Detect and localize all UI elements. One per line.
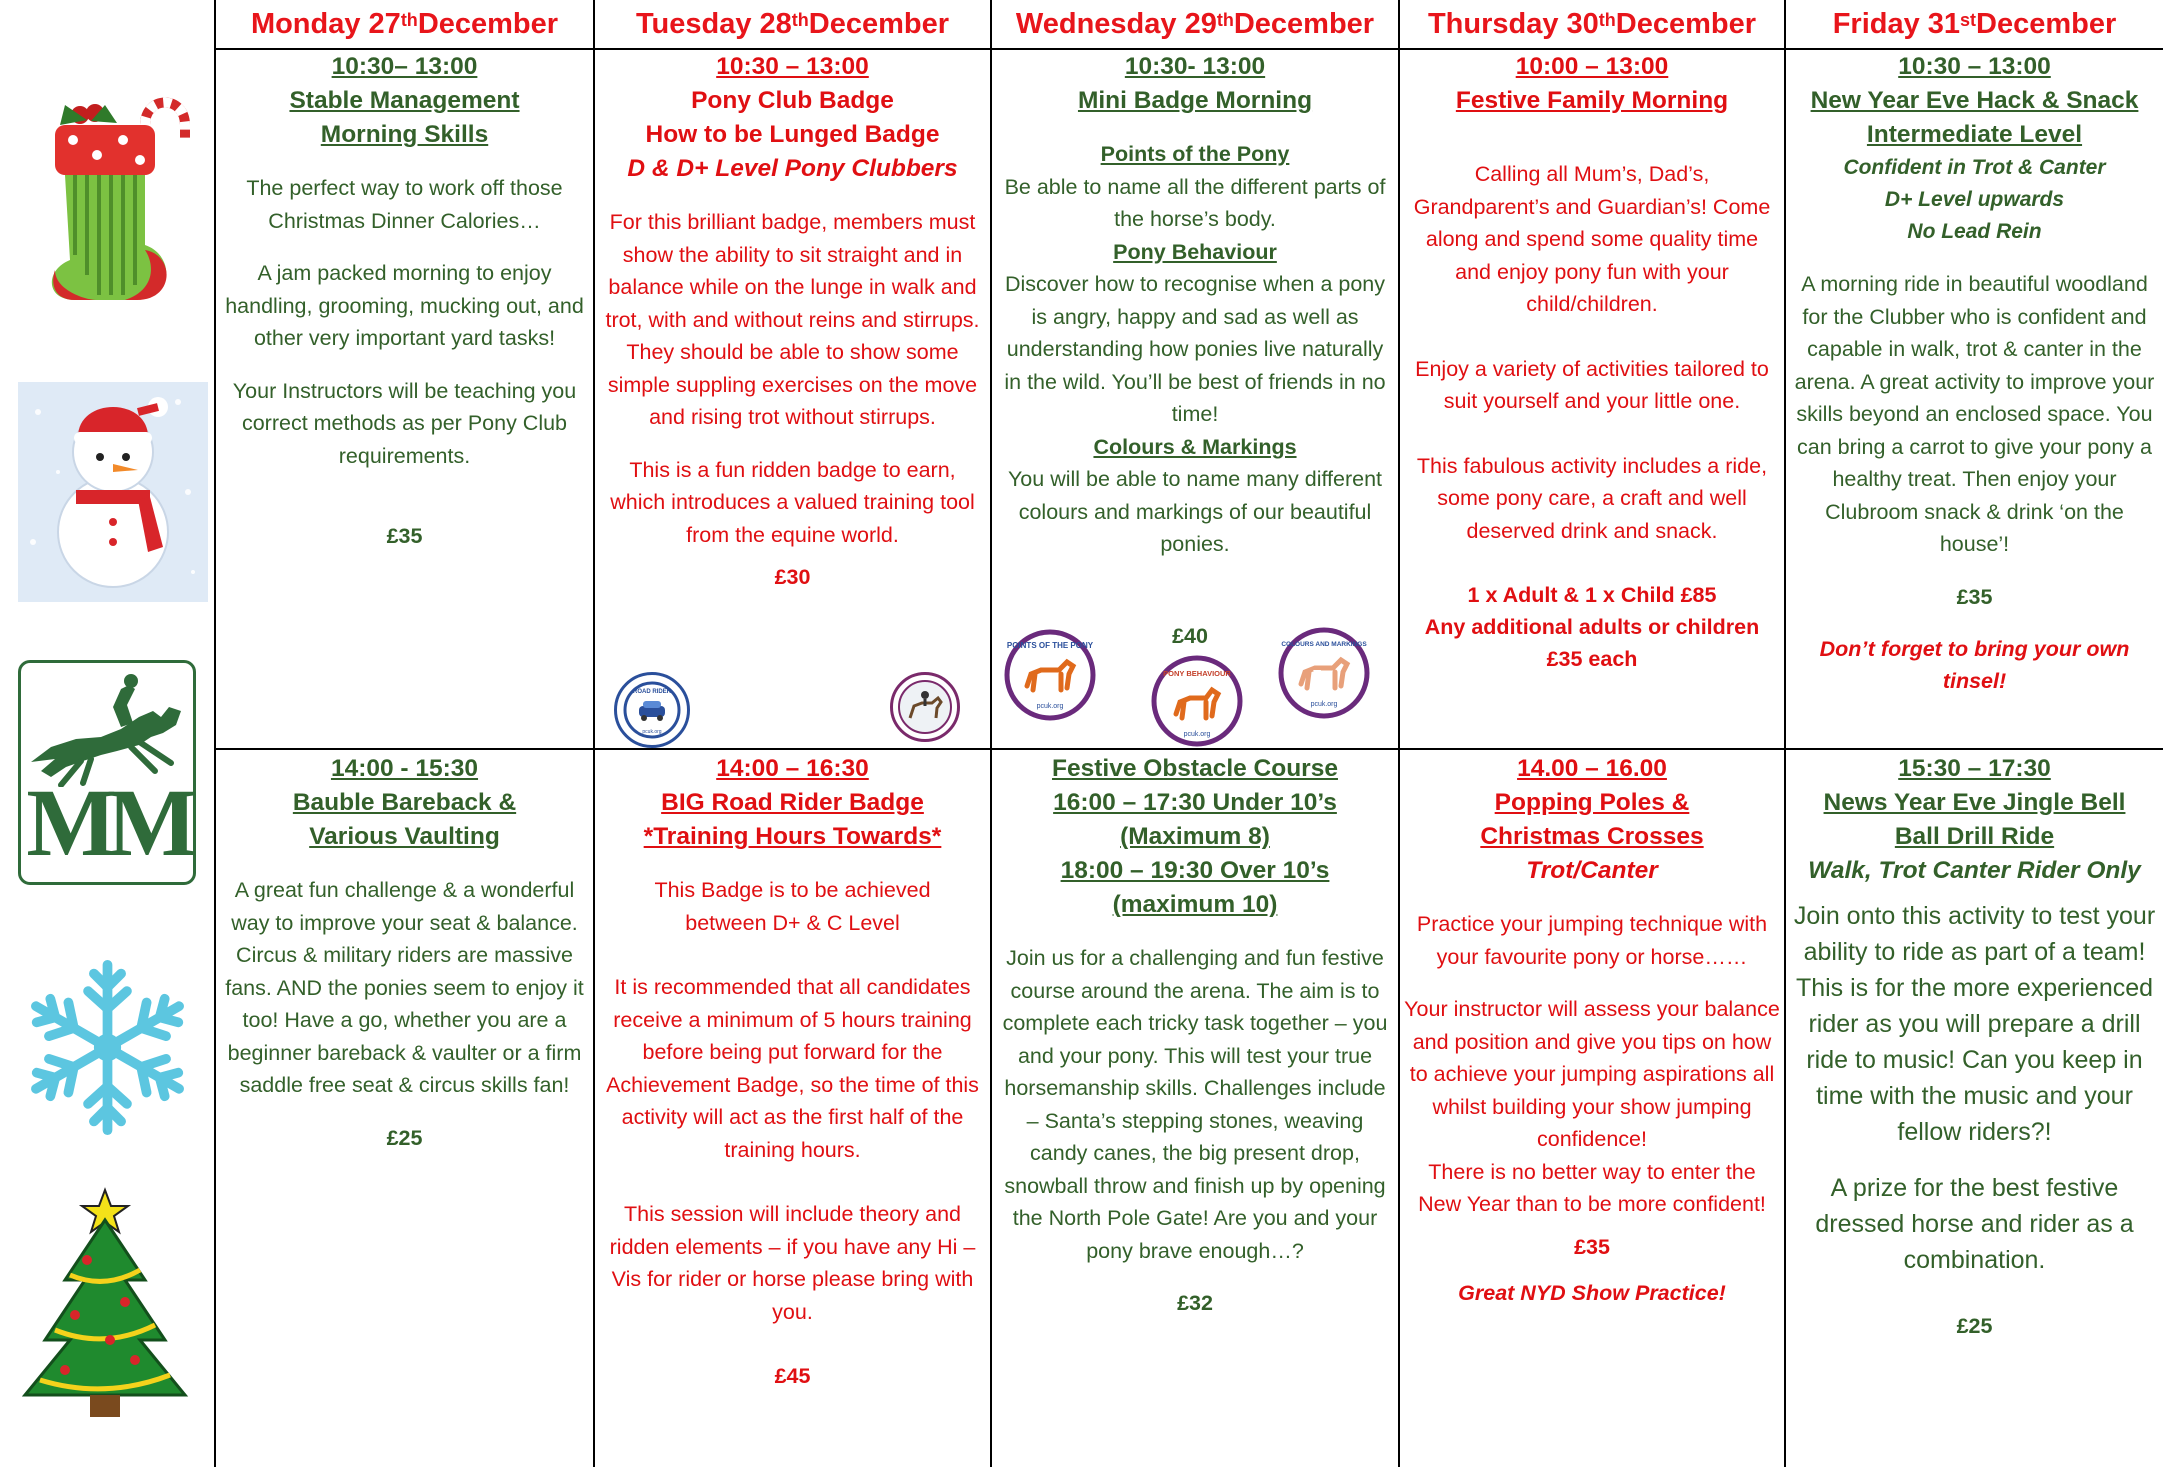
topic-heading: Colours & Markings [1093,434,1297,459]
session-title: Pony Club Badge [691,87,894,114]
session-title: Ball Drill Ride [1894,823,2055,850]
topic-description: You will be able to name many different colours and markings of our beautiful ponies. [1007,467,1383,556]
session-description: A morning ride in beautiful woodland for the Clubber who is confident and capable in walk, trot & canter in the arena. A great activity to improve your skills beyond an enclosed space. You can bring a carrot to give your pony a healthy treat. Then enjoy your Clubroom snack & drink ‘on the house’! [1794,272,2155,556]
session-title: Intermediate Level [1866,121,2083,148]
svg-text:pcuk.org: pcuk.org [1183,731,1211,738]
session-price: £45 [774,1364,811,1388]
session-price: £35 [1574,1234,1610,1259]
svg-text:PONY BEHAVIOUR: PONY BEHAVIOUR [1163,669,1231,678]
session-price: £30 [774,565,811,589]
session-time: 16:00 – 17:30 Under 10’s [1053,789,1337,816]
session-title: Mini Badge Morning [1077,87,1313,114]
monday-afternoon-session [216,752,593,1467]
session-description: The perfect way to work off those Christmas Dinner Calories… [246,176,563,233]
session-title: New Year Eve Hack & Snack [1810,87,2139,114]
session-price: Any additional adults or children [1424,615,1760,639]
session-level: D & D+ Level Pony Clubbers [627,155,958,182]
session-time: 18:00 – 19:30 Over 10’s [1060,857,1330,884]
colours-and-markings-badge-icon [1277,626,1371,720]
pony-behaviour-badge-icon [1150,654,1244,748]
session-level: Walk, Trot Canter Rider Only [1808,857,2141,884]
header-thursday: Thursday 30 $^{th}$ December [1427,7,1757,40]
snowflake-icon [20,950,195,1145]
session-description: Your instructor will assess your balance and position and give you tips on how to achieve your jumping aspirations all whilst building your show jumping confidence! [1404,997,1780,1151]
session-note: Don’t forget to bring your own tinsel! [1819,636,2130,693]
session-time: 10:30- 13:00 [1124,53,1266,80]
session-title: Morning Skills [320,121,489,148]
session-description: Join onto this activity to test your ability to ride as part of a team! This is for the more experienced rider as you will prepare a drill ride to music! Can you keep in time with the music and your fellow riders?! [1793,902,2156,1146]
session-title: Stable Management [289,87,520,114]
session-description: It is recommended that all candidates receive a minimum of 5 hours training before being put forward for the Achievement Badge, so the time of this activity will act as the first half of the training hours. [606,975,979,1162]
lunge-badge-icon [890,672,960,742]
session-title: Bauble Bareback & [292,789,517,816]
header-wednesday: Wednesday 29 $^{th}$ December [1015,7,1375,40]
session-capacity: (Maximum 8) [1120,823,1270,850]
session-description: This Badge is to be achieved between D+ & C Level [654,878,931,935]
session-description: Join us for a challenging and fun festive course around the arena. The aim is to complete each tricky task together – you and your pony. This will test your true horsemanship skills. Challenges include – Santa’s stepping stones, weaving candy canes, the big present drop, snowball throw and finish up by opening the North Pole Gate! Are you and your pony brave enough…? [1002,946,1388,1263]
session-time: 15:30 – 17:30 [1898,755,2051,782]
badge-label: ROAD RIDER [632,689,672,695]
session-price: 1 x Adult & 1 x Child £85 [1467,583,1717,607]
session-description: Calling all Mum’s, Dad’s, Grandparent’s and Guardian’s! Come along and spend some quality time and enjoy pony fun with your child/children. [1413,162,1771,316]
session-time: 10:00 – 13:00 [1515,53,1669,80]
session-description: A prize for the best festive dressed horse and rider as a combination. [1815,1174,2134,1274]
christmas-tree-icon [15,1180,195,1420]
session-description: This fabulous activity includes a ride, some pony care, a craft and well deserved drink and snack. [1416,453,1768,543]
session-title: Festive Obstacle Course [1052,755,1338,782]
session-level: D+ Level upwards [1884,188,2065,211]
session-price: £25 [386,1125,423,1150]
points-of-the-pony-badge-icon [1003,628,1097,722]
session-title: News Year Eve Jingle Bell [1823,789,2126,816]
session-level: Trot/Canter [1526,857,1658,884]
header-monday: Monday 27 $^{th}$ December [250,7,559,40]
session-title: Festive Family Morning [1455,87,1729,114]
session-title: Various Vaulting [309,823,500,850]
session-title: *Training Hours Towards* [643,823,942,850]
session-title: Christmas Crosses [1480,823,1704,850]
session-time: 10:30 – 13:00 [1898,53,2051,80]
christmas-stocking-icon [25,85,200,320]
session-price: £40 [1172,624,1208,648]
session-price: £35 each [1546,647,1638,671]
session-title: BIG Road Rider Badge [661,789,924,816]
session-description: Your Instructors will be teaching you correct methods as per Pony Club requirements. [232,378,577,468]
snowman-icon [18,382,208,602]
friday-afternoon-session [1786,752,2163,1467]
session-description: This is a fun ridden badge to earn, which introduces a valued training tool from the equine world. [610,457,975,547]
topic-description: Discover how to recognise when a pony is angry, happy and sad as well as understanding how ponies live naturally in the wild. You’ll be best of friends in no time! [1004,272,1386,426]
session-description: A jam packed morning to enjoy handling, grooming, mucking out, and other very important yard tasks! [225,261,584,350]
wednesday-afternoon-session [992,752,1398,1467]
session-time: 10:30 – 13:00 [716,53,869,80]
session-time: 10:30– 13:00 [331,53,478,80]
topic-heading: Points of the Pony [1100,142,1290,166]
session-price: £25 [1956,1314,1993,1338]
session-description: There is no better way to enter the New Year than to be more confident! [1418,1159,1766,1216]
session-title: Popping Poles & [1494,789,1690,816]
header-friday: Friday 31 $^{st}$ December [1832,7,2117,40]
session-time: 14:00 – 16:30 [716,755,869,782]
road-rider-badge-icon [614,672,690,748]
tuesday-afternoon-session [595,752,990,1467]
session-time: 14:00 - 15:30 [330,755,479,782]
session-description: A great fun challenge & a wonderful way to improve your seat & balance. Circus & military riders are massive fans. AND the ponies seem to enjoy it too! Have a go, whether you are a beginner bareback & vaulter or a firm saddle free seat & circus skills fan! [225,878,584,1097]
session-price: £35 [1956,584,1993,609]
thursday-afternoon-session [1400,752,1784,1467]
badge-url: pcuk.org [642,729,662,735]
session-description: Enjoy a variety of activities tailored to suit yourself and your little one. [1415,356,1769,413]
monday-morning-session [216,50,593,748]
svg-text:pcuk.org: pcuk.org [1036,703,1064,710]
session-level: No Lead Rein [1907,220,2042,243]
mm-showjumping-logo [18,660,196,885]
header-tuesday: Tuesday 28 $^{th}$ December [635,7,950,40]
thursday-morning-session [1400,50,1784,748]
svg-text:COLOURS AND MARKINGS: COLOURS AND MARKINGS [1281,641,1367,648]
session-divider [214,748,2163,750]
logo-text: MM [26,769,188,876]
svg-text:pcuk.org: pcuk.org [1310,701,1338,708]
session-description: For this brilliant badge, members must show the ability to sit straight and in balance while on the lunge in walk and trot, with and without reins and stirrups. They should be able to show some simple suppling exercises on the move and rising trot without stirrups. [605,210,980,429]
session-note: Great NYD Show Practice! [1458,1280,1726,1305]
session-description: Practice your jumping technique with your favourite pony or horse…… [1416,912,1768,969]
session-title: How to be Lunged Badge [645,121,940,148]
tuesday-morning-session [595,50,990,748]
session-price: £35 [386,524,423,548]
friday-morning-session [1786,50,2163,748]
topic-description: Be able to name all the different parts of the horse’s body. [1004,174,1386,231]
topic-heading: Pony Behaviour [1113,239,1277,264]
svg-text:POINTS OF THE PONY: POINTS OF THE PONY [1006,641,1094,650]
session-description: This session will include theory and ridden elements – if you have any Hi – Vis for rider or horse please bring with you. [609,1202,976,1324]
session-level: Confident in Trot & Canter [1843,156,2106,179]
session-price: £32 [1177,1291,1213,1315]
session-capacity: (maximum 10) [1112,891,1278,918]
session-time: 14.00 – 16.00 [1517,755,1667,782]
